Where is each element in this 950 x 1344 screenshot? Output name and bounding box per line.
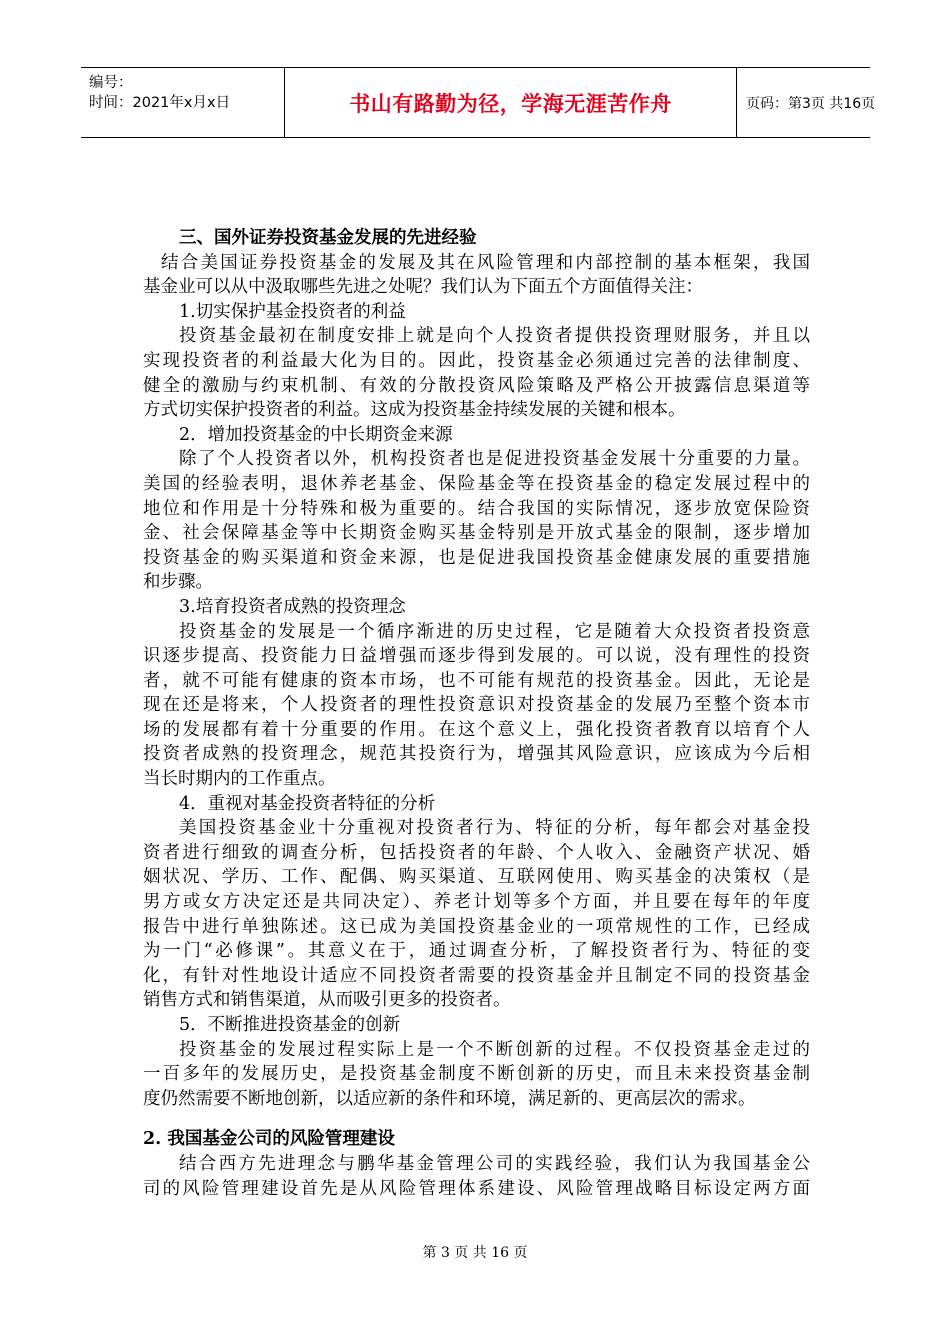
page-header	[81, 67, 876, 138]
paragraph-line: 销售方式和销售渠道，从而吸引更多的投资者。	[143, 990, 511, 1011]
paragraph-line: 化，有针对性地设计适应不同投资者需要的投资基金并且制定不同的投资基金	[143, 965, 810, 986]
paragraph-line: 结合西方先进理念与鹏华基金管理公司的实践经验，我们认为我国基金公	[179, 1153, 810, 1174]
paragraph-line: 基金业可以从中汲取哪些先进之处呢？我们认为下面五个方面值得关注：	[143, 277, 703, 298]
subsection-heading: 4．重视对基金投资者特征的分析	[179, 793, 436, 814]
page-footer: 第 3 页 共 16 页	[422, 1245, 528, 1261]
paragraph-line: 报告中进行单独陈述。这已成为美国投资基金业的一项常规性的工作，已经成	[143, 916, 810, 937]
subsection-heading: 2．增加投资基金的中长期资金来源	[179, 424, 453, 445]
paragraph-line: 者，就不可能有健康的资本市场，也不可能有规范的投资基金。因此，无论是	[143, 670, 810, 691]
paragraph-line: 和步骤。	[143, 572, 213, 593]
paragraph-line: 结合美国证券投资基金的发展及其在风险管理和内部控制的基本框架，我国	[161, 252, 810, 273]
paragraph-line: 投资基金最初在制度安排上就是向个人投资者提供投资理财服务，并且以	[179, 326, 810, 347]
number-label: 编号：	[89, 75, 133, 91]
paragraph-line: 现在还是将来，个人投资者的理性投资意识对投资基金的发展乃至整个资本市	[143, 695, 810, 716]
paragraph-line: 方式切实保护投资者的利益。这成为投资基金持续发展的关键和根本。	[143, 400, 686, 421]
section-title: 2. 我国基金公司的风险管理建设	[143, 1129, 395, 1150]
paragraph-line: 司的风险管理建设首先是从风险管理体系建设、风险管理战略目标设定两方面	[143, 1178, 810, 1199]
paragraph-line: 为一门“必修课”。其意义在于，通过调查分析，了解投资者行为、特征的变	[143, 941, 810, 962]
paragraph-line: 健全的激励与约束机制、有效的分散投资风险策略及严格公开披露信息渠道等	[143, 375, 810, 396]
paragraph-line: 投资基金的发展是一个循序渐进的历史过程，它是随着大众投资者投资意	[179, 621, 810, 642]
paragraph-line: 实现投资者的利益最大化为目的。因此，投资基金必须通过完善的法律制度、	[143, 350, 810, 371]
paragraph-line: 除了个人投资者以外，机构投资者也是促进投资基金发展十分重要的力量。	[179, 449, 810, 470]
paragraph-line: 一百多年的发展历史，是投资基金制度不断创新的历史，而且未来投资基金制	[143, 1064, 810, 1085]
subsection-heading: 1.切实保护基金投资者的利益	[179, 301, 406, 322]
header-motto: 书山有路勤为径，学海无涯苦作舟	[285, 68, 737, 137]
paragraph-line: 金、社会保障基金等中长期资金购买基金特别是开放式基金的限制，逐步增加	[143, 523, 810, 544]
document-body	[143, 226, 810, 1201]
header-meta	[81, 68, 285, 137]
paragraph-line: 男方或女方决定还是共同决定）、养老计划等多个方面，并且要在每年的年度	[143, 892, 810, 913]
paragraph-line: 识逐步提高、投资能力日益增强而逐步得到发展的。可以说，没有理性的投资	[143, 646, 810, 667]
paragraph-line: 投资者成熟的投资理念，规范其投资行为，增强其风险意识，应该成为今后相	[143, 744, 810, 765]
header-page-label: 页码：第3页 共16页	[746, 95, 876, 112]
section-title: 三、国外证券投资基金发展的先进经验	[179, 228, 477, 248]
subsection-heading: 3.培育投资者成熟的投资理念	[179, 596, 406, 617]
paragraph-line: 资者进行细致的调查分析，包括投资者的年龄、个人收入、金融资产状况、婚	[143, 842, 810, 863]
paragraph-line: 度仍然需要不断地创新，以适应新的条件和环境，满足新的、更高层次的需求。	[143, 1088, 756, 1109]
paragraph-line: 当长时期内的工作重点。	[143, 769, 336, 790]
subsection-heading: 5．不断推进投资基金的创新	[179, 1015, 401, 1035]
paragraph-line: 姻状况、学历、工作、配偶、购买渠道、互联网使用、购买基金的决策权（是	[143, 867, 810, 888]
paragraph-line: 投资基金的发展过程实际上是一个不断创新的过程。不仅投资基金走过的	[179, 1039, 810, 1060]
paragraph-line: 投资基金的购买渠道和资金来源，也是促进我国投资基金健康发展的重要措施	[143, 547, 810, 568]
section-gap	[143, 1111, 810, 1127]
paragraph-line: 地位和作用是十分特殊和极为重要的。结合我国的实际情况，逐步放宽保险资	[143, 498, 810, 519]
paragraph-line: 场的发展都有着十分重要的作用。在这个意义上，强化投资者教育以培育个人	[143, 719, 810, 740]
date-label: 时间：2021年x月x日	[89, 95, 231, 111]
paragraph-line: 美国的经验表明，退休养老基金、保险基金等在投资基金的稳定发展过程中的	[143, 473, 810, 494]
paragraph-line: 美国投资基金业十分重视对投资者行为、特征的分析，每年都会对基金投	[179, 818, 810, 839]
